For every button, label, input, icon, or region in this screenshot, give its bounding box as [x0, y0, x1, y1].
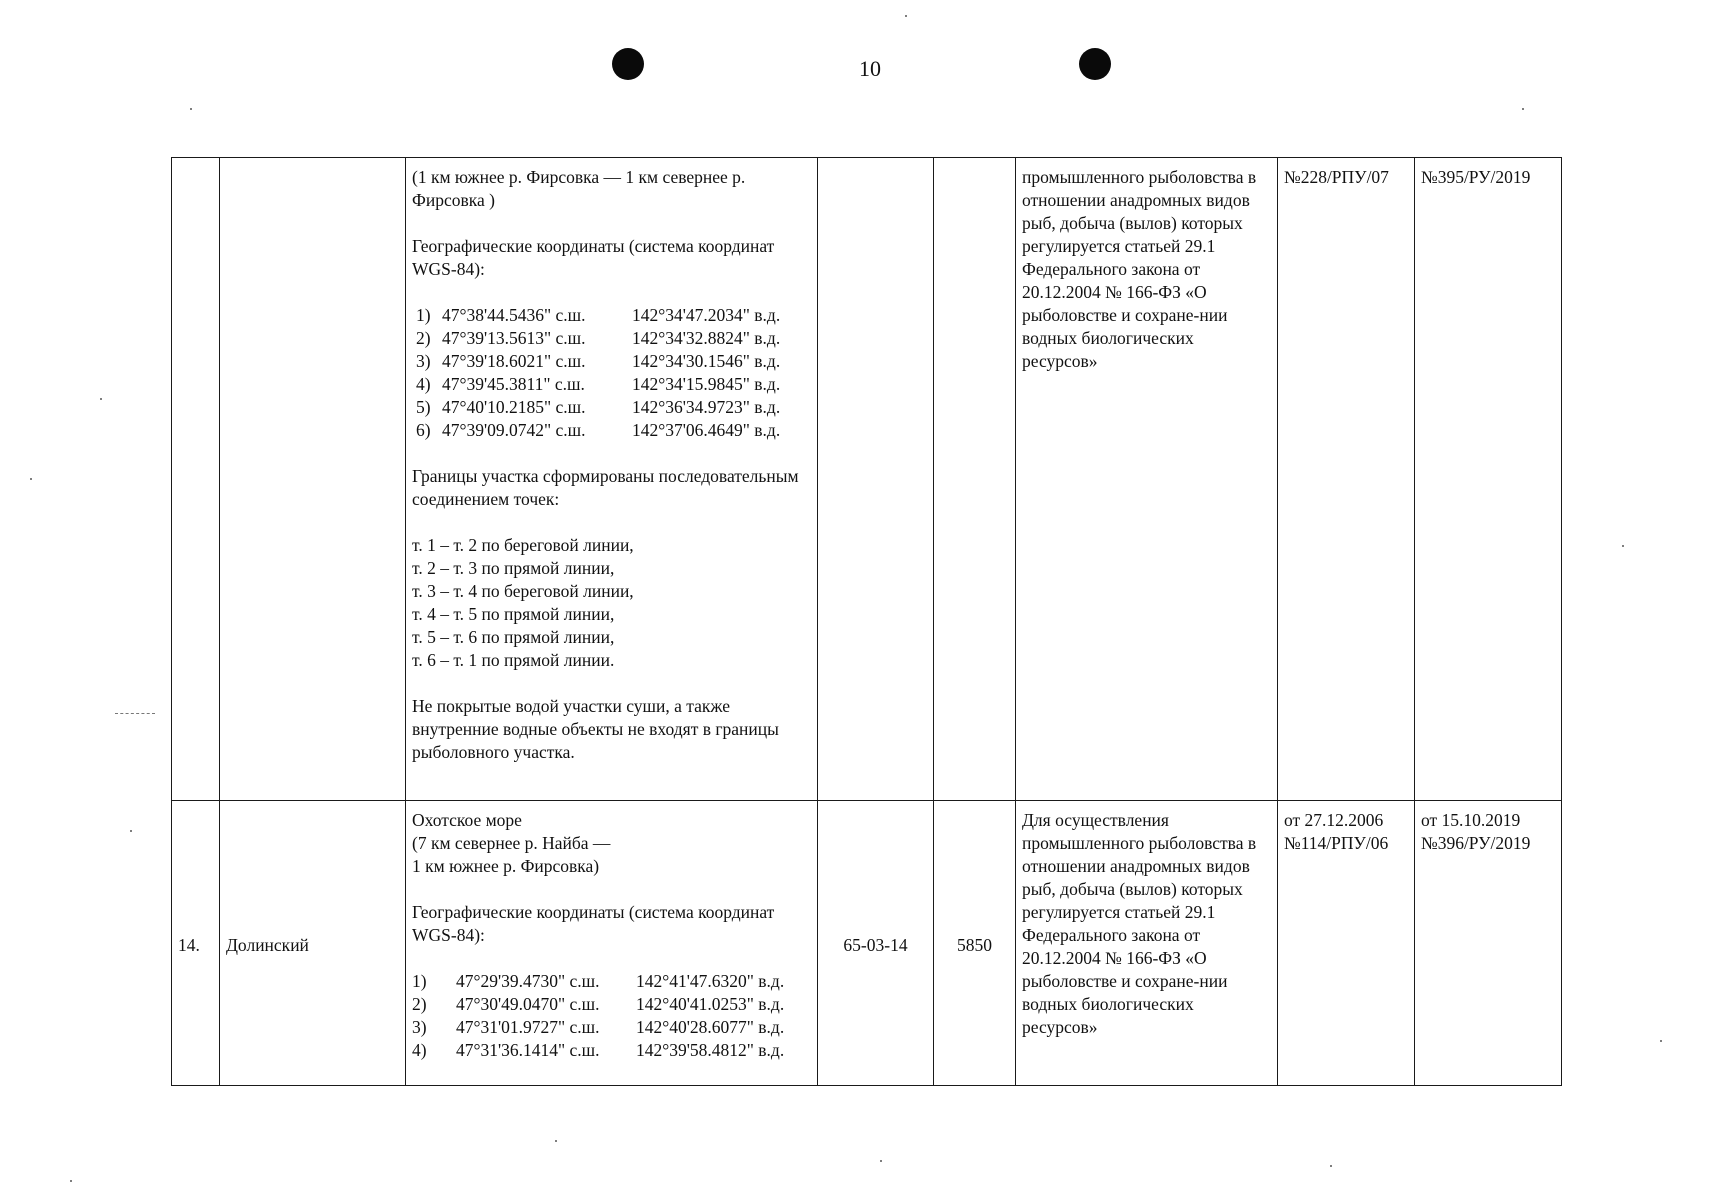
page-number: 10: [859, 56, 881, 81]
coord-row: 3) 47°31'01.9727" с.ш. 142°40'28.6077" в.д.: [412, 1017, 785, 1037]
coord-row: 6) 47°39'09.0742" с.ш. 142°37'06.4649" в.д.: [416, 420, 781, 440]
boundary-list: [412, 534, 811, 672]
scan-dash: [115, 713, 155, 715]
coord-row: 1) 47°29'39.4730" с.ш. 142°41'47.6320" в.д.: [412, 971, 785, 991]
coord-row: 4) 47°39'45.3811" с.ш. 142°34'15.9845" в.д.: [416, 374, 781, 394]
coord-row: 4) 47°31'36.1414" с.ш. 142°39'58.4812" в.д.: [412, 1040, 785, 1060]
scan-speck: [190, 108, 192, 110]
cell-number: [172, 158, 220, 801]
cell-doc2: №395/РУ/2019: [1415, 158, 1562, 801]
scan-speck: [1330, 1165, 1332, 1167]
boundary-line: т. 3 – т. 4 по береговой линии,: [412, 581, 634, 601]
coord-row: 1) 47°38'44.5436" с.ш. 142°34'47.2034" в.д.: [416, 305, 781, 325]
doc2-date: от 15.10.2019: [1421, 810, 1521, 830]
coord-row: 5) 47°40'10.2185" с.ш. 142°36'34.9723" в.д.: [416, 397, 781, 417]
note-text: Не покрытые водой участки суши, а также внутренние водные объекты не входят в границы рыболовного участка.: [412, 696, 779, 762]
coords-list: [412, 970, 811, 1062]
boundary-line: т. 5 – т. 6 по прямой линии,: [412, 627, 615, 647]
cell-number: 14.: [172, 801, 220, 1086]
cell-name: Долинский: [220, 801, 406, 1086]
coord-row: 3) 47°39'18.6021" с.ш. 142°34'30.1546" в.д.: [416, 351, 781, 371]
coord-row: 2) 47°30'49.0470" с.ш. 142°40'41.0253" в.д.: [412, 994, 785, 1014]
location-text: (1 км южнее р. Фирсовка — 1 км севернее р. Фирсовка ): [412, 167, 746, 210]
scan-speck: [1522, 108, 1524, 110]
boundary-heading: Границы участка сформированы последовательным соединением точек:: [412, 466, 799, 509]
cell-area: [934, 158, 1016, 801]
scan-speck: [1660, 1040, 1662, 1042]
boundary-line: т. 1 – т. 2 по береговой линии,: [412, 535, 634, 555]
doc2-number: №396/РУ/2019: [1421, 833, 1531, 853]
cell-code: [818, 158, 934, 801]
boundary-line: т. 4 – т. 5 по прямой линии,: [412, 604, 615, 624]
scan-speck: [100, 398, 102, 400]
cell-doc1: №228/РПУ/07: [1278, 158, 1415, 801]
cell-description: [406, 801, 818, 1086]
boundary-line: т. 2 – т. 3 по прямой линии,: [412, 558, 615, 578]
scan-speck: [1622, 545, 1624, 547]
scan-speck: [905, 15, 907, 17]
table-row: [172, 158, 1562, 801]
coord-row: 2) 47°39'13.5613" с.ш. 142°34'32.8824" в.д.: [416, 328, 781, 348]
coords-list: [412, 304, 811, 442]
cell-code: 65-03-14: [818, 801, 934, 1086]
scan-speck: [70, 1180, 72, 1182]
doc1-number: №114/РПУ/06: [1284, 833, 1389, 853]
scan-speck: [880, 1160, 882, 1162]
cell-area: 5850: [934, 801, 1016, 1086]
location-text: Охотское море (7 км севернее р. Найба — 1 км южнее р. Фирсовка): [412, 810, 611, 876]
scan-speck: [30, 478, 32, 480]
boundary-line: т. 6 – т. 1 по прямой линии.: [412, 650, 615, 670]
scan-speck: [130, 830, 132, 832]
cell-purpose: промышленного рыболовства в отношении анадромных видов рыб, добыча (вылов) которых регулируется статьей 29.1 Федерального закона от 20.12.2004 № 166-ФЗ «О рыболовстве и сохране-нии водных биологических ресурсов»: [1016, 158, 1278, 801]
cell-doc1: [1278, 801, 1415, 1086]
table-row: [172, 801, 1562, 1086]
punch-hole-right: [1079, 48, 1111, 80]
cell-purpose: Для осуществления промышленного рыболовства в отношении анадромных видов рыб, добыча (вылов) которых регулируется статьей 29.1 Федерального закона от 20.12.2004 № 166-ФЗ «О рыболовстве и сохране-нии водных биологических ресурсов»: [1016, 801, 1278, 1086]
doc1-date: от 27.12.2006: [1284, 810, 1384, 830]
coords-heading: Географические координаты (система координат WGS-84):: [412, 236, 775, 279]
punch-hole-left: [612, 48, 644, 80]
cell-doc2: [1415, 801, 1562, 1086]
scan-speck: [555, 1140, 557, 1142]
cell-name: [220, 158, 406, 801]
cell-description: [406, 158, 818, 801]
registry-table: [171, 157, 1562, 1086]
coords-heading: Географические координаты (система координат WGS-84):: [412, 902, 775, 945]
